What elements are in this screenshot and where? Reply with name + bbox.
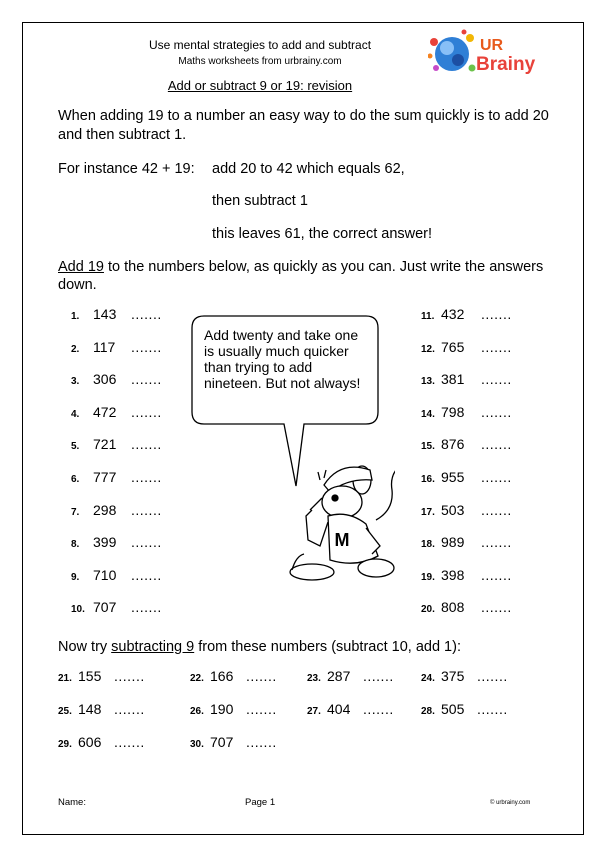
question-item <box>421 371 512 389</box>
question-value: 166 <box>210 668 234 684</box>
question-item <box>71 502 162 520</box>
copyright: © urbrainy.com <box>490 800 531 806</box>
answer-blank[interactable]: ....... <box>481 599 512 616</box>
answer-blank[interactable]: ....... <box>481 436 512 453</box>
question-value: 955 <box>441 469 465 485</box>
instruction-add-19-line-2: down. <box>58 277 97 293</box>
example-label: For instance 42 + 19: <box>58 161 195 177</box>
question-number: 13. <box>421 376 435 388</box>
question-value: 381 <box>441 371 465 388</box>
question-value: 287 <box>327 668 351 684</box>
mouse-cartoon <box>290 466 395 580</box>
answer-blank[interactable]: ....... <box>481 371 512 388</box>
answer-blank[interactable]: ....... <box>363 668 394 684</box>
question-item <box>71 599 162 617</box>
question-value: 808 <box>441 599 465 616</box>
question-value: 721 <box>93 436 117 453</box>
speech-bubble-text: Add twenty and take one is usually much quicker than trying to add nineteen. But not always! <box>204 327 361 391</box>
question-number: 4. <box>71 408 80 420</box>
question-number: 9. <box>71 571 80 583</box>
question-item <box>58 668 145 686</box>
intro-line-2: and then subtract 1. <box>58 127 187 143</box>
logo-brainy-text: Brainy <box>476 54 536 75</box>
name-label: Name: <box>58 797 86 808</box>
question-value: 432 <box>441 306 465 322</box>
logo-ur-text: UR <box>480 37 504 54</box>
question-number: 2. <box>71 343 80 355</box>
question-value: 505 <box>441 701 465 717</box>
question-value: 606 <box>78 734 102 750</box>
question-number: 19. <box>421 571 435 583</box>
question-value: 777 <box>93 469 117 485</box>
intro-line-1: When adding 19 to a number an easy way to do the sum quickly is to add 20 <box>58 108 549 124</box>
answer-blank[interactable]: ....... <box>131 371 162 388</box>
question-value: 707 <box>93 599 117 616</box>
answer-blank[interactable]: ....... <box>131 566 162 583</box>
question-item <box>71 306 162 324</box>
answer-blank[interactable]: ....... <box>246 668 277 684</box>
question-number: 3. <box>71 376 80 388</box>
question-item <box>421 502 512 520</box>
question-number: 7. <box>71 506 80 518</box>
question-item <box>307 668 394 686</box>
instruction-add-19-underlined: Add 19 <box>58 259 104 275</box>
question-item <box>71 371 162 389</box>
answer-blank[interactable]: ....... <box>481 306 512 322</box>
question-value: 298 <box>93 501 117 518</box>
question-item <box>71 339 162 357</box>
question-number: 21. <box>58 673 72 684</box>
answer-blank[interactable]: ....... <box>477 668 508 684</box>
instruction-add-19 <box>58 259 543 275</box>
question-value: 398 <box>441 566 465 583</box>
question-item <box>421 436 512 454</box>
question-number: 22. <box>190 673 204 684</box>
answer-blank[interactable]: ....... <box>246 734 277 750</box>
instruction-subtract-prefix: Now try <box>58 639 112 655</box>
answer-blank[interactable]: ....... <box>481 403 512 420</box>
question-number: 1. <box>71 311 80 322</box>
example-step-2: then subtract 1 <box>212 193 308 209</box>
question-number: 11. <box>421 311 435 322</box>
question-number: 12. <box>421 343 435 355</box>
question-value: 190 <box>210 701 234 717</box>
question-item <box>71 404 162 422</box>
question-value: 765 <box>441 338 465 355</box>
logo-graphic <box>428 28 578 78</box>
worksheet-subtitle: Maths worksheets from urbrainy.com <box>178 56 342 67</box>
question-number: 16. <box>421 474 435 485</box>
question-item <box>421 567 512 585</box>
question-value: 710 <box>93 566 117 583</box>
question-item <box>421 534 512 552</box>
question-item <box>421 404 512 422</box>
answer-blank[interactable]: ....... <box>131 436 162 453</box>
question-value: 148 <box>78 701 102 717</box>
question-value: 117 <box>93 338 116 355</box>
question-number: 14. <box>421 408 435 420</box>
question-number: 28. <box>421 706 435 717</box>
answer-blank[interactable]: ....... <box>114 668 145 684</box>
instruction-subtract-underlined: subtracting 9 <box>111 639 195 655</box>
question-value: 989 <box>441 534 465 551</box>
question-number: 6. <box>71 474 80 485</box>
question-item <box>421 339 512 357</box>
question-item <box>421 306 512 324</box>
answer-blank[interactable]: ....... <box>131 306 162 322</box>
question-value: 798 <box>441 403 465 420</box>
answer-blank[interactable]: ....... <box>477 701 508 717</box>
page-number: Page 1 <box>245 797 276 808</box>
question-number: 30. <box>190 739 204 750</box>
question-number: 27. <box>307 706 321 717</box>
answer-blank[interactable]: ....... <box>363 701 394 717</box>
answer-blank[interactable]: ....... <box>131 338 162 355</box>
question-item <box>421 469 512 487</box>
question-number: 5. <box>71 441 80 453</box>
answer-blank[interactable]: ....... <box>481 566 512 583</box>
question-item <box>421 668 508 686</box>
answer-blank[interactable]: ....... <box>131 501 162 518</box>
answer-blank[interactable]: ....... <box>481 469 512 485</box>
question-number: 8. <box>71 539 80 551</box>
question-item <box>190 668 277 686</box>
instruction-subtract-9 <box>58 639 461 655</box>
answer-blank[interactable]: ....... <box>246 701 277 717</box>
section-heading: Add or subtract 9 or 19: revision <box>167 78 353 93</box>
question-number: 10. <box>71 604 85 616</box>
question-value: 375 <box>441 668 465 684</box>
example-step-3: this leaves 61, the correct answer! <box>212 226 433 242</box>
question-value: 503 <box>441 501 465 518</box>
example-step-1: add 20 to 42 which equals 62, <box>212 161 405 177</box>
question-number: 18. <box>421 539 435 551</box>
urbrainy-logo <box>428 28 578 78</box>
question-item <box>71 469 162 487</box>
question-item <box>58 734 145 752</box>
worksheet-title: Use mental strategies to add and subtract <box>148 38 372 52</box>
question-item <box>58 701 145 719</box>
answer-blank[interactable]: ....... <box>131 599 162 616</box>
answer-blank[interactable]: ....... <box>131 403 162 420</box>
question-number: 25. <box>58 706 72 717</box>
answer-blank[interactable]: ....... <box>131 534 162 551</box>
question-item <box>71 436 162 454</box>
question-item <box>421 701 508 719</box>
question-value: 876 <box>441 436 465 453</box>
question-item <box>307 701 394 719</box>
question-value: 707 <box>210 734 234 750</box>
answer-blank[interactable]: ....... <box>114 734 145 750</box>
question-value: 306 <box>93 371 117 388</box>
question-item <box>71 534 162 552</box>
question-value: 155 <box>78 668 102 684</box>
question-number: 26. <box>190 706 204 717</box>
question-item <box>71 567 162 585</box>
question-number: 29. <box>58 739 72 750</box>
instruction-add-19-rest: to the numbers below, as quickly as you can. Just write the answers <box>103 259 544 275</box>
question-number: 17. <box>421 506 435 518</box>
question-value: 472 <box>93 403 117 420</box>
question-number: 24. <box>421 673 435 684</box>
question-item <box>421 599 512 617</box>
answer-blank[interactable]: ....... <box>481 338 512 355</box>
answer-blank[interactable]: ....... <box>114 701 145 717</box>
answer-blank[interactable]: ....... <box>481 534 512 551</box>
question-number: 23. <box>307 673 321 684</box>
question-value: 143 <box>93 306 117 322</box>
question-value: 404 <box>327 701 351 717</box>
instruction-subtract-suffix: from these numbers (subtract 10, add 1): <box>194 639 461 655</box>
question-number: 20. <box>421 604 435 616</box>
question-value: 399 <box>93 534 117 551</box>
question-item <box>190 734 277 752</box>
question-number: 15. <box>421 441 435 453</box>
question-item <box>190 701 277 719</box>
mouse-shirt-letter: M <box>334 530 350 550</box>
answer-blank[interactable]: ....... <box>481 501 512 518</box>
answer-blank[interactable]: ....... <box>131 469 162 485</box>
